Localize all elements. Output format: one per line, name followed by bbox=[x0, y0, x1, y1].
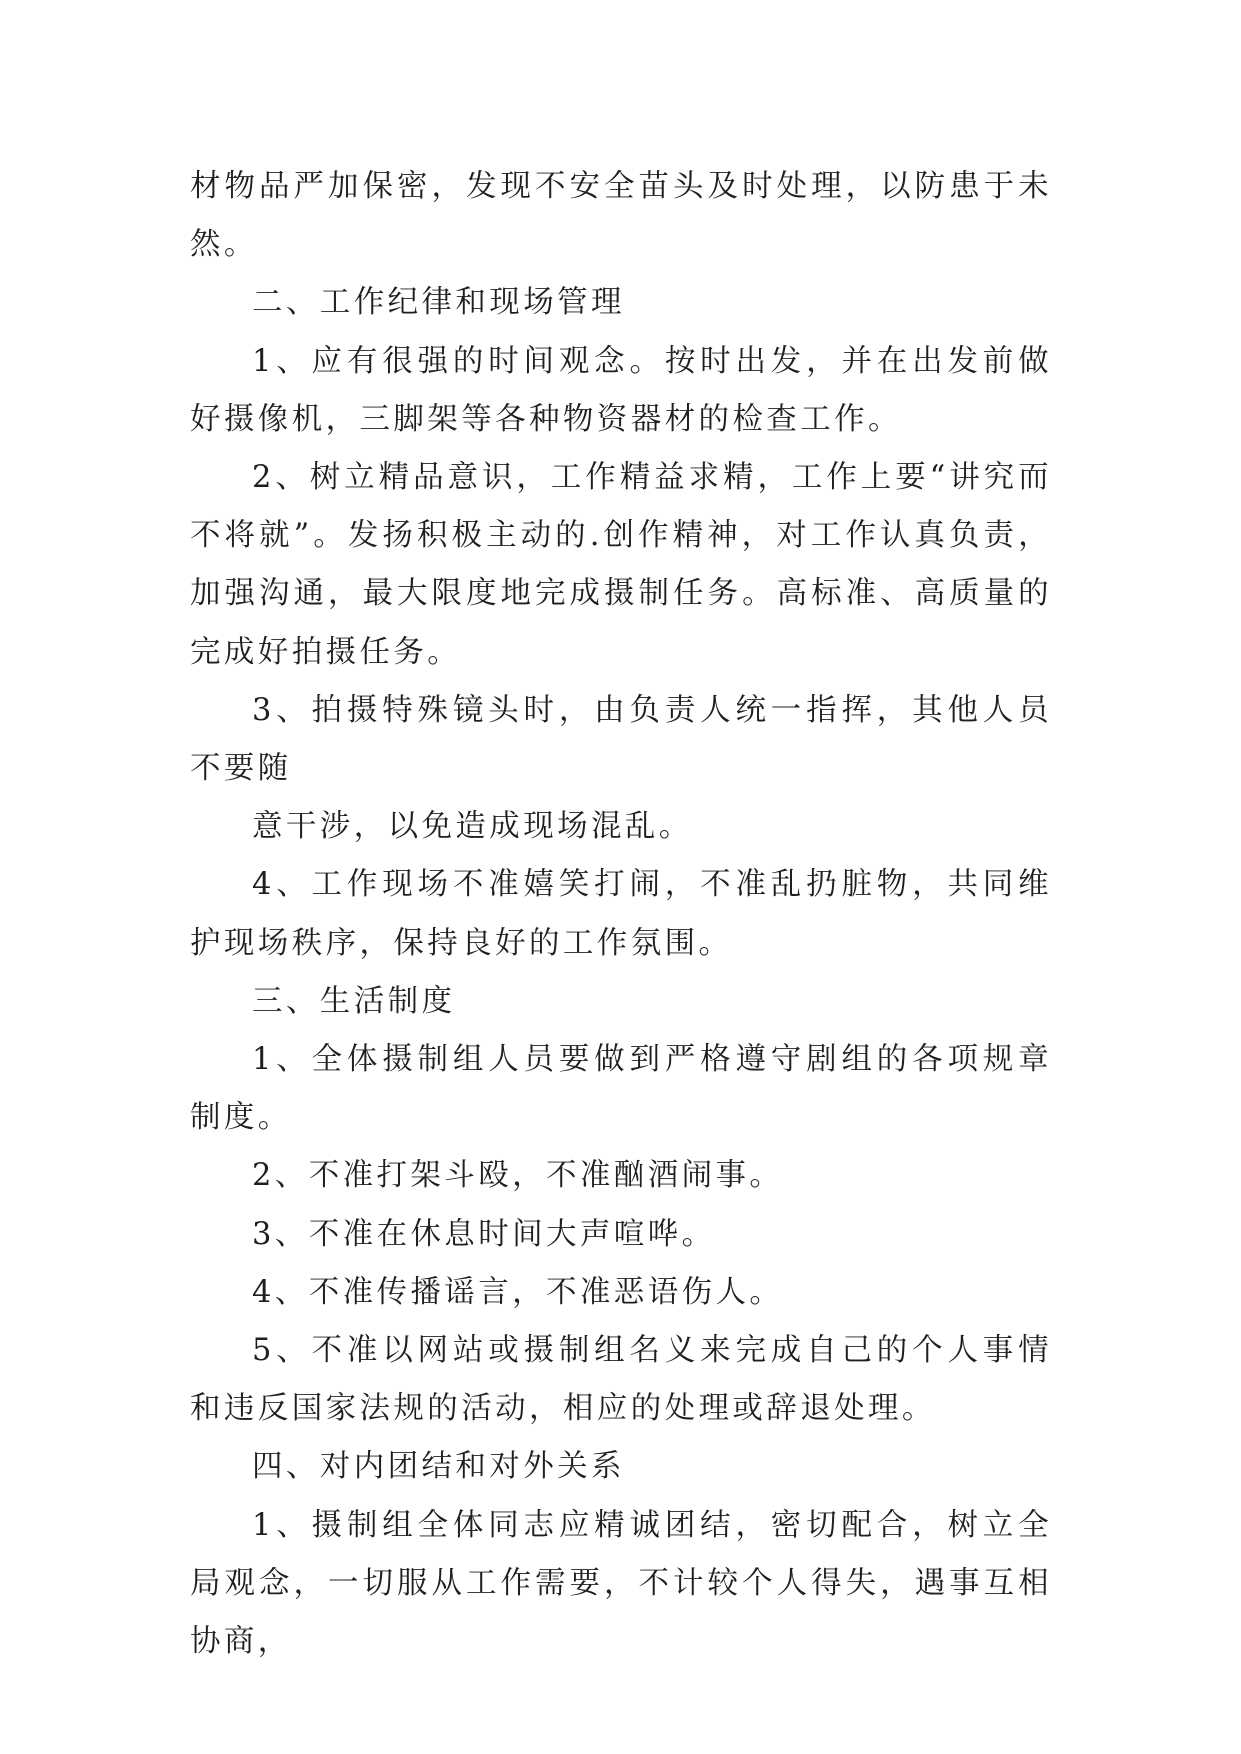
section-heading-living-rules: 三、生活制度 bbox=[252, 983, 456, 1019]
paragraph-no-noise: 3、不准在休息时间大声喧哗。 bbox=[252, 1216, 716, 1252]
paragraph-special-shots: 3、拍摄特殊镜头时，由负责人统一指挥，其他人员不要随 bbox=[190, 692, 1052, 787]
section-heading-work-discipline: 二、工作纪律和现场管理 bbox=[252, 285, 625, 321]
paragraph-no-fighting: 2、不准打架斗殴，不准酗酒闹事。 bbox=[252, 1158, 784, 1194]
paragraph-follow-rules: 1、全体摄制组人员要做到严格遵守剧组的各项规章制度。 bbox=[190, 1042, 1052, 1136]
paragraph-no-misuse-of-name: 5、不准以网站或摄制组名义来完成自己的个人事情和违反国家法规的活动，相应的处理或辞退处理。 bbox=[190, 1333, 1052, 1427]
paragraph-time-concept: 1、应有很强的时间观念。按时出发，并在出发前做好摄像机，三脚架等各种物资器材的检查工作。 bbox=[190, 343, 1052, 437]
paragraph-quality-awareness: 2、树立精品意识，工作精益求精，工作上要“讲究而不将就”。发扬积极主动的.创作精神，对工作认真负责，加强沟通，最大限度地完成摄制任务。高标准、高质量的完成好拍摄任务。 bbox=[190, 460, 1052, 670]
document-body bbox=[190, 158, 1052, 1671]
paragraph-team-unity: 1、摄制组全体同志应精诚团结，密切配合，树立全局观念，一切服从工作需要，不计较个人得失，遇事互相协商， bbox=[190, 1507, 1052, 1660]
paragraph-special-shots-continued: 意干涉，以免造成现场混乱。 bbox=[252, 809, 693, 845]
paragraph-site-order: 4、工作现场不准嬉笑打闹，不准乱扔脏物，共同维护现场秩序，保持良好的工作氛围。 bbox=[190, 867, 1052, 961]
paragraph-no-rumors: 4、不准传播谣言，不准恶语伤人。 bbox=[252, 1274, 784, 1310]
paragraph-continuation: 材物品严加保密，发现不安全苗头及时处理，以防患于未然。 bbox=[190, 169, 1052, 263]
section-heading-relations: 四、对内团结和对外关系 bbox=[252, 1449, 625, 1485]
